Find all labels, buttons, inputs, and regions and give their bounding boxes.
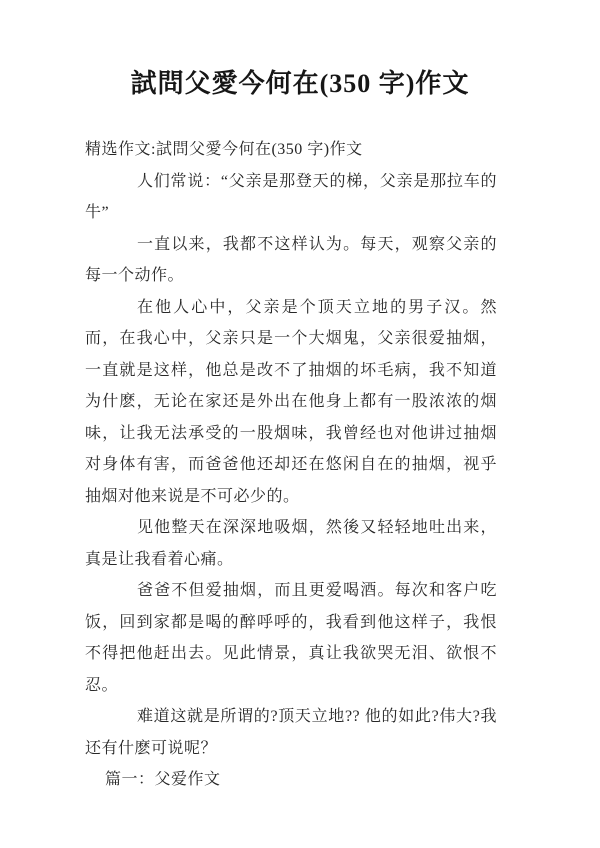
paragraph-intro: 精选作文:試問父愛今何在(350 字)作文 — [85, 141, 363, 158]
paragraph: 人们常说：“父亲是那登天的梯，父亲是那拉车的牛” — [85, 172, 497, 221]
paragraph: 见他整天在深深地吸烟，然後又轻轻地吐出来，真是让我看着心痛。 — [85, 519, 497, 568]
paragraph: 爸爸不但爱抽烟，而且更爱喝酒。每次和客户吃饭，回到家都是喝的醉呼呼的，我看到他这样子，我恨不得把他赶出去。见此情景，真让我欲哭无泪、欲恨不忍。 — [85, 582, 497, 694]
paragraph: 难道这就是所谓的?顶天立地?? 他的如此?伟大?我还有什麽可说呢？ — [85, 708, 497, 757]
paragraph: 一直以来，我都不这样认为。每天，观察父亲的每一个动作。 — [85, 235, 497, 284]
document-body — [85, 134, 497, 796]
paragraph: 在他人心中，父亲是个顶天立地的男子汉。然而，在我心中，父亲只是一个大烟鬼，父亲很爱抽烟，一直就是这样，他总是改不了抽烟的坏毛病，我不知道为什麽，无论在家还是外出在他身上都有一股浓浓的烟味，让我无法承受的一股烟味，我曾经也对他讲过抽烟对身体有害，而爸爸他还却还在悠闲自在的抽烟，视乎抽烟对他来说是不可必少的。 — [85, 298, 497, 505]
document-title: 試問父愛今何在(350 字)作文 — [130, 69, 470, 98]
paragraph-section-label: 篇一：父爱作文 — [105, 771, 221, 788]
